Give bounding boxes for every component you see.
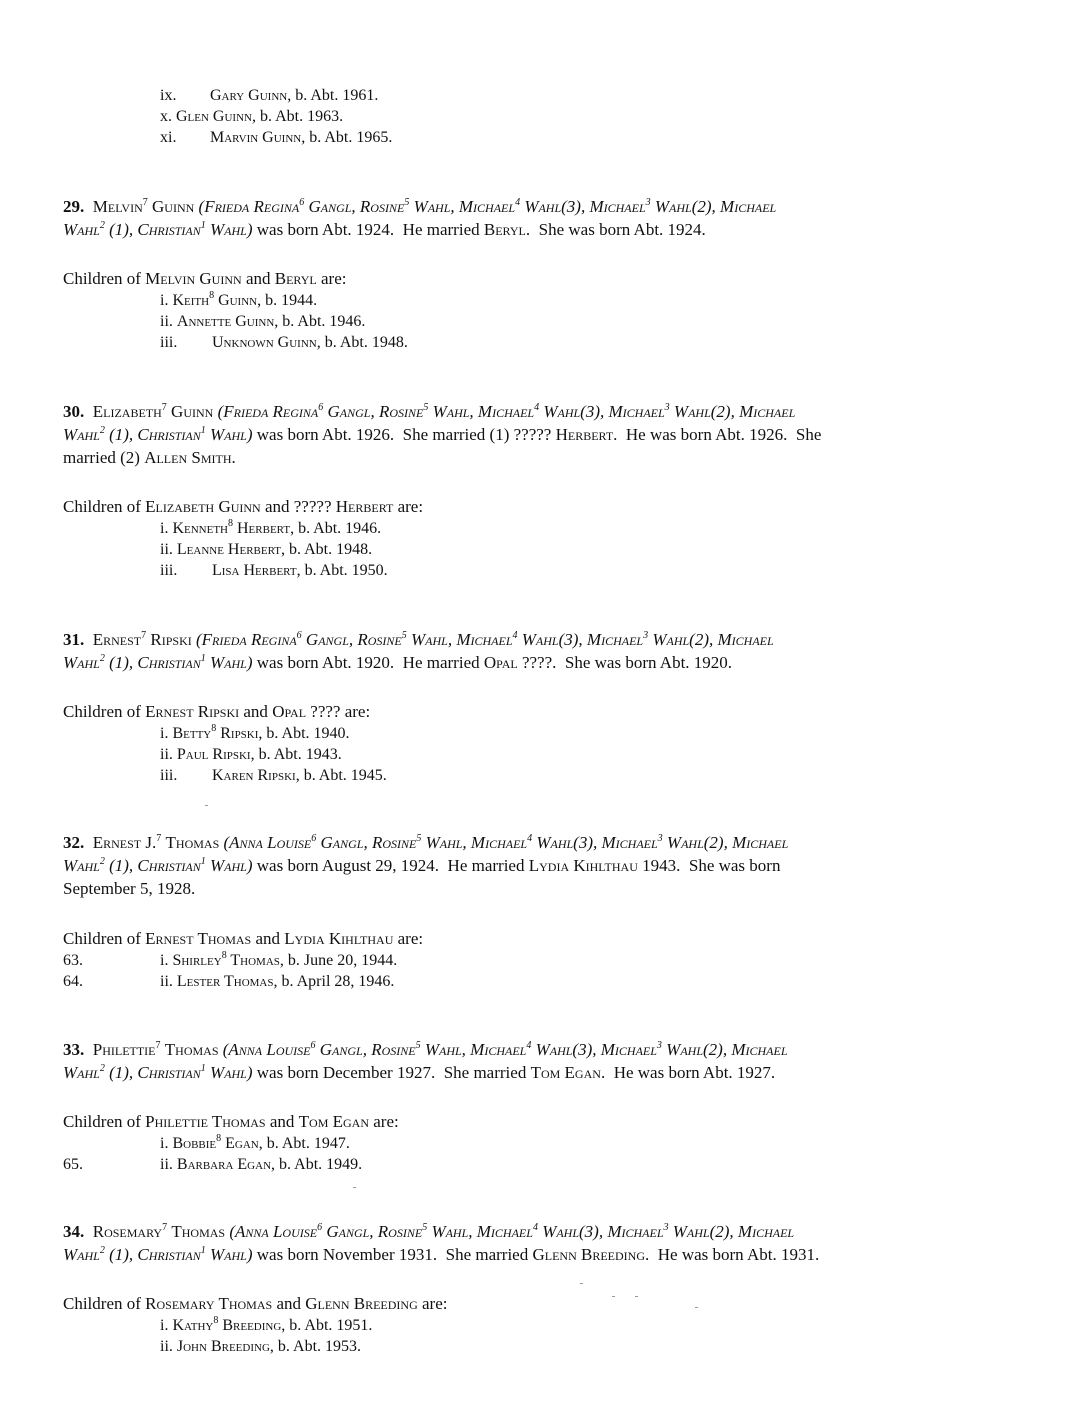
parent-name: Philettie Thomas	[145, 1112, 266, 1131]
continued-text: married (2)	[63, 448, 145, 467]
child-roman: i.	[160, 1317, 169, 1334]
generation-number: 2	[99, 1063, 105, 1074]
child-name: Kenneth	[172, 520, 228, 537]
entry-heading	[63, 833, 788, 853]
list-item	[160, 128, 392, 148]
child-name: Leanne Herbert	[176, 541, 281, 558]
lineage-part: Wahl(2), Michael	[650, 197, 777, 216]
lineage	[229, 1222, 794, 1241]
generation-number: 6	[318, 402, 324, 413]
child-birth: , b. Abt. 1951.	[281, 1317, 373, 1334]
lineage-part: Wahl, Michael	[420, 1040, 527, 1059]
lineage	[63, 1245, 253, 1264]
generation-number: 8	[213, 1315, 219, 1326]
lineage-part: Gangl, Rosine	[301, 630, 402, 649]
lineage-part: (1), Christian	[104, 1063, 201, 1082]
children-label-end: are:	[417, 1294, 448, 1313]
entry-body	[63, 856, 780, 876]
entry-number: 30.	[63, 402, 85, 421]
parent-name: Lydia Kihlthau	[284, 929, 394, 948]
lineage-part: Wahl(3), Michael	[537, 1222, 664, 1241]
lineage-part: (Anna Louise	[223, 833, 312, 852]
child-name: Shirley	[172, 952, 222, 969]
generation-number: 1	[200, 1245, 206, 1256]
child-roman: i.	[160, 520, 169, 537]
entry-body	[63, 425, 821, 445]
generation-number: 5	[415, 1040, 421, 1051]
lineage-part: Wahl(3), Michael	[532, 833, 658, 852]
entry-body	[63, 1063, 775, 1083]
child-surname: Ripski	[216, 725, 259, 742]
lineage-part: Gangl, Rosine	[316, 833, 417, 852]
lineage-part: Wahl, Michael	[427, 1222, 533, 1241]
birth-text: was born November 1931. She married	[252, 1245, 533, 1264]
conjunction: and	[265, 1112, 299, 1131]
spouse-name: Opal	[483, 653, 518, 672]
lineage-part: (1), Christian	[104, 425, 201, 444]
scan-speck	[580, 1283, 583, 1284]
entry-body	[63, 653, 732, 673]
child-birth: , b. Abt. 1949.	[271, 1156, 363, 1173]
lineage-part: Wahl)	[205, 220, 253, 239]
generation-number: 3	[645, 197, 651, 208]
generation-number: 1	[200, 653, 206, 664]
child-roman: xi.	[160, 129, 177, 146]
spouse-name: Glenn Breeding	[532, 1245, 646, 1264]
generation-number: 3	[664, 402, 670, 413]
child-name: Kathy	[172, 1317, 214, 1334]
generation-number: 8	[221, 950, 227, 961]
child-birth: , b. Abt. 1953.	[269, 1338, 362, 1355]
conjunction: and	[241, 269, 275, 288]
lineage	[224, 833, 789, 852]
conjunction: and ?????	[260, 497, 336, 516]
entry-heading	[63, 402, 795, 422]
birth-text: was born Abt. 1920. He married	[252, 653, 484, 672]
person-name: Ernest	[92, 630, 142, 649]
children-label-end: are:	[316, 269, 347, 288]
entry-body	[63, 1245, 819, 1265]
lineage-part: Wahl	[63, 220, 100, 239]
generation-number: 1	[200, 1063, 206, 1074]
person-name: Rosemary	[92, 1222, 163, 1241]
parent-name: Ernest Ripski	[145, 702, 240, 721]
child-list-item	[160, 519, 381, 539]
child-surname: Egan	[221, 1135, 259, 1152]
lineage-part: Wahl(3), Michael	[520, 197, 646, 216]
child-name: Paul Ripski	[176, 746, 251, 763]
lineage-part: Wahl)	[205, 425, 253, 444]
parent-name: Beryl	[274, 269, 317, 288]
child-birth: , b. 1944.	[257, 292, 318, 309]
spouse-name: Tom Egan	[530, 1063, 601, 1082]
list-item	[160, 107, 343, 127]
generation-number: 7	[162, 1222, 168, 1233]
generation-number: 6	[310, 1040, 316, 1051]
lineage-part: Wahl	[63, 856, 100, 875]
lineage-part: Gangl, Rosine	[304, 197, 405, 216]
child-roman: i.	[160, 725, 169, 742]
lineage-part: Wahl(3), Michael	[517, 630, 644, 649]
descendant-number: 63.	[63, 952, 83, 969]
child-list-item	[160, 333, 408, 353]
continued-end: .	[231, 448, 236, 467]
child-birth: , b. June 20, 1944.	[279, 952, 398, 969]
person-surname: Thomas	[171, 1222, 226, 1241]
child-birth: , b. Abt. 1946.	[290, 520, 382, 537]
person-surname: Guinn	[171, 402, 214, 421]
children-heading	[63, 702, 370, 722]
lineage-part: Wahl(2), Michael	[662, 833, 789, 852]
child-birth: , b. Abt. 1943.	[250, 746, 342, 763]
descendant-number: 64.	[63, 973, 83, 990]
lineage-part: Wahl(2), Michael	[669, 402, 796, 421]
lineage-part: (Anna Louise	[229, 1222, 318, 1241]
lineage-part: (1), Christian	[104, 653, 201, 672]
person-name: Elizabeth	[92, 402, 162, 421]
generation-number: 5	[401, 630, 407, 641]
lineage-part: Wahl)	[205, 1245, 253, 1264]
lineage-part: Wahl(2), Michael	[668, 1222, 795, 1241]
entry-number: 29.	[63, 197, 85, 216]
lineage-part: Gangl, Rosine	[322, 1222, 423, 1241]
lineage	[218, 402, 796, 421]
lineage	[63, 653, 253, 672]
lineage-part: Wahl(2), Michael	[661, 1040, 788, 1059]
list-item	[160, 86, 378, 106]
birth-text: was born December 1927. She married	[252, 1063, 531, 1082]
lineage-part: (1), Christian	[104, 856, 201, 875]
generation-number: 7	[141, 630, 147, 641]
generation-number: 8	[211, 723, 217, 734]
spouse-birth-text: . He was born Abt. 1926. She	[613, 425, 822, 444]
child-roman: ii.	[160, 541, 173, 558]
generation-number: 3	[643, 630, 649, 641]
child-surname: Herbert	[233, 520, 291, 537]
child-birth: , b. Abt. 1947.	[258, 1135, 350, 1152]
parent-name: Melvin Guinn	[145, 269, 242, 288]
children-heading	[63, 497, 423, 517]
child-list-item	[160, 766, 387, 786]
lineage-part: Wahl)	[205, 856, 253, 875]
child-name: Gary Guinn	[210, 87, 288, 104]
child-name: Marvin Guinn	[210, 129, 302, 146]
children-heading	[63, 269, 346, 289]
lineage-part: Wahl)	[205, 1063, 253, 1082]
child-roman: ii.	[160, 1156, 173, 1173]
generation-number: 7	[142, 197, 148, 208]
child-birth: , b. Abt. 1940.	[258, 725, 350, 742]
child-name: Keith	[172, 292, 210, 309]
entry-body-continued	[63, 879, 195, 899]
generation-number: 6	[299, 197, 305, 208]
children-label: Children of	[63, 929, 146, 948]
child-roman: ii.	[160, 746, 173, 763]
lineage-part: Wahl	[63, 425, 100, 444]
birth-text: was born August 29, 1924. He married	[252, 856, 529, 875]
child-info: , b. Abt. 1965.	[301, 129, 393, 146]
child-birth: , b. April 28, 1946.	[273, 973, 395, 990]
children-heading	[63, 1294, 448, 1314]
spouse-birth-text: 1943. She was born	[637, 856, 781, 875]
child-list-item	[160, 1155, 362, 1175]
entry-number: 33.	[63, 1040, 85, 1059]
parent-name: Opal	[272, 702, 307, 721]
lineage-part: Gangl, Rosine	[323, 402, 424, 421]
generation-number: 2	[99, 220, 105, 231]
child-info: , b. Abt. 1961.	[287, 87, 379, 104]
lineage-part: Wahl	[63, 1245, 100, 1264]
second-spouse-name: Allen Smith	[144, 448, 232, 467]
child-name: Barbara Egan	[176, 1156, 272, 1173]
conjunction: and	[251, 929, 285, 948]
child-roman: i.	[160, 952, 169, 969]
entry-heading	[63, 1222, 794, 1242]
children-heading	[63, 1112, 399, 1132]
child-roman: iii.	[160, 334, 178, 351]
generation-number: 4	[527, 833, 533, 844]
generation-number: 1	[200, 220, 206, 231]
child-roman: x.	[160, 108, 172, 125]
lineage-part: (Frieda Regina	[196, 630, 297, 649]
lineage	[223, 1040, 788, 1059]
children-label: Children of	[63, 497, 146, 516]
lineage-part: Gangl, Rosine	[315, 1040, 416, 1059]
generation-number: 5	[404, 197, 410, 208]
spouse-name: Lydia Kihlthau	[528, 856, 638, 875]
conjunction: and	[239, 702, 273, 721]
scan-speck	[635, 1296, 638, 1297]
child-name: Glen Guinn	[176, 108, 252, 125]
generation-number: 2	[99, 425, 105, 436]
scan-speck	[612, 1296, 615, 1297]
children-label: Children of	[63, 269, 146, 288]
person-name: Melvin	[92, 197, 143, 216]
children-heading	[63, 929, 423, 949]
person-surname: Thomas	[164, 1040, 219, 1059]
lineage	[63, 425, 253, 444]
child-name: Bobbie	[172, 1135, 217, 1152]
child-birth: , b. Abt. 1950.	[296, 562, 388, 579]
child-list-item	[160, 1134, 350, 1154]
scan-speck	[353, 1187, 356, 1188]
generation-number: 2	[99, 1245, 105, 1256]
generation-number: 7	[161, 402, 167, 413]
child-info: , b. Abt. 1963.	[252, 108, 344, 125]
entry-body-continued	[63, 448, 236, 468]
child-roman: iii.	[160, 767, 178, 784]
spouse-birth-text: . He was born Abt. 1931.	[645, 1245, 820, 1264]
lineage-part: (Frieda Regina	[198, 197, 300, 216]
child-surname: Guinn	[214, 292, 258, 309]
spouse-name: Beryl	[483, 220, 526, 239]
entry-number: 31.	[63, 630, 85, 649]
children-label-end: ???? are:	[306, 702, 371, 721]
parent-name: Glenn Breeding	[305, 1294, 418, 1313]
lineage	[196, 630, 774, 649]
lineage-part: Wahl(3), Michael	[539, 402, 665, 421]
children-label-end: are:	[393, 497, 424, 516]
lineage-part: (Anna Louise	[222, 1040, 311, 1059]
parent-name: Tom Egan	[298, 1112, 369, 1131]
lineage-part: (Frieda Regina	[217, 402, 319, 421]
person-name: Ernest J.	[92, 833, 157, 852]
generation-number: 6	[296, 630, 302, 641]
spouse-birth-text: . She was born Abt. 1924.	[525, 220, 706, 239]
child-name: Lisa Herbert	[212, 562, 297, 579]
children-label: Children of	[63, 1112, 146, 1131]
child-birth: , b. Abt. 1948.	[316, 334, 408, 351]
scan-speck	[695, 1307, 698, 1308]
generation-number: 6	[317, 1222, 323, 1233]
lineage-part: Wahl(3), Michael	[531, 1040, 657, 1059]
child-surname: Thomas	[226, 952, 280, 969]
person-name: Philettie	[92, 1040, 156, 1059]
children-label-end: are:	[393, 929, 424, 948]
entry-heading	[63, 630, 774, 650]
person-surname: Guinn	[152, 197, 195, 216]
child-list-item	[160, 1316, 372, 1336]
generation-number: 7	[156, 833, 162, 844]
lineage-part: (1), Christian	[104, 220, 201, 239]
spouse-birth-text: ????. She was born Abt. 1920.	[517, 653, 733, 672]
entry-number: 32.	[63, 833, 85, 852]
lineage-part: Wahl	[63, 653, 100, 672]
spouse-birth-text: . He was born Abt. 1927.	[600, 1063, 776, 1082]
child-roman: i.	[160, 1135, 169, 1152]
generation-number: 4	[532, 1222, 538, 1233]
parent-name: Herbert	[335, 497, 394, 516]
entry-heading	[63, 197, 776, 217]
lineage-part: Wahl(2), Michael	[648, 630, 774, 649]
child-name: Betty	[172, 725, 212, 742]
generation-number: 4	[512, 630, 518, 641]
child-list-item	[160, 540, 372, 560]
parent-name: Elizabeth Guinn	[145, 497, 261, 516]
child-name: Annette Guinn	[176, 313, 275, 330]
child-list-item	[160, 951, 397, 971]
generation-number: 2	[99, 653, 105, 664]
person-surname: Ripski	[150, 630, 192, 649]
parent-name: Ernest Thomas	[145, 929, 252, 948]
child-birth: , b. Abt. 1948.	[281, 541, 373, 558]
child-name: Lester Thomas	[176, 973, 274, 990]
lineage-part: Wahl	[63, 1063, 100, 1082]
child-roman: iii.	[160, 562, 178, 579]
generation-number: 8	[209, 290, 215, 301]
child-roman: ix.	[160, 87, 177, 104]
child-surname: Breeding	[218, 1317, 282, 1334]
lineage	[63, 1063, 253, 1082]
birth-text: was born Abt. 1924. He married	[252, 220, 484, 239]
generation-number: 2	[99, 856, 105, 867]
scan-speck	[205, 805, 208, 806]
generation-number: 1	[200, 856, 206, 867]
lineage	[63, 220, 253, 239]
children-label: Children of	[63, 702, 146, 721]
lineage	[63, 856, 253, 875]
lineage	[199, 197, 777, 216]
generation-number: 4	[534, 402, 540, 413]
child-birth: , b. Abt. 1945.	[295, 767, 387, 784]
generation-number: 5	[422, 1222, 428, 1233]
child-list-item	[160, 724, 350, 744]
child-name: Unknown Guinn	[212, 334, 317, 351]
lineage-part: Wahl, Michael	[406, 630, 513, 649]
lineage-part: Wahl, Michael	[421, 833, 528, 852]
continued-text: September 5, 1928.	[63, 879, 196, 898]
children-label-end: are:	[369, 1112, 399, 1131]
lineage-part: Wahl, Michael	[428, 402, 535, 421]
lineage-part: Wahl, Michael	[409, 197, 516, 216]
child-name: John Breeding	[176, 1338, 270, 1355]
lineage-part: (1), Christian	[104, 1245, 201, 1264]
generation-number: 3	[656, 1040, 662, 1051]
generation-number: 4	[515, 197, 521, 208]
child-name: Karen Ripski	[212, 767, 296, 784]
birth-text: was born Abt. 1926. She married (1) ?????	[252, 425, 556, 444]
generation-number: 7	[155, 1040, 161, 1051]
child-list-item	[160, 1337, 361, 1357]
spouse-name: Herbert	[555, 425, 614, 444]
child-roman: ii.	[160, 1338, 173, 1355]
person-surname: Thomas	[165, 833, 220, 852]
child-roman: i.	[160, 292, 169, 309]
generation-number: 8	[216, 1133, 222, 1144]
lineage-part: Wahl)	[205, 653, 253, 672]
child-list-item	[160, 312, 365, 332]
generation-number: 8	[228, 518, 233, 529]
generation-number: 6	[311, 833, 317, 844]
generation-number: 1	[200, 425, 206, 436]
entry-number: 34.	[63, 1222, 85, 1241]
child-list-item	[160, 561, 388, 581]
generation-number: 5	[416, 833, 422, 844]
entry-body	[63, 220, 706, 240]
child-list-item	[160, 745, 342, 765]
child-list-item	[160, 291, 317, 311]
descendant-number: 65.	[63, 1156, 83, 1173]
parent-name: Rosemary Thomas	[145, 1294, 273, 1313]
generation-number: 3	[657, 833, 663, 844]
child-birth: , b. Abt. 1946.	[274, 313, 366, 330]
children-label: Children of	[63, 1294, 146, 1313]
generation-number: 4	[526, 1040, 532, 1051]
child-list-item	[160, 972, 394, 992]
generation-number: 5	[423, 402, 429, 413]
conjunction: and	[272, 1294, 306, 1313]
generation-number: 3	[663, 1222, 669, 1233]
child-roman: ii.	[160, 313, 173, 330]
child-roman: ii.	[160, 973, 173, 990]
entry-heading	[63, 1040, 788, 1060]
